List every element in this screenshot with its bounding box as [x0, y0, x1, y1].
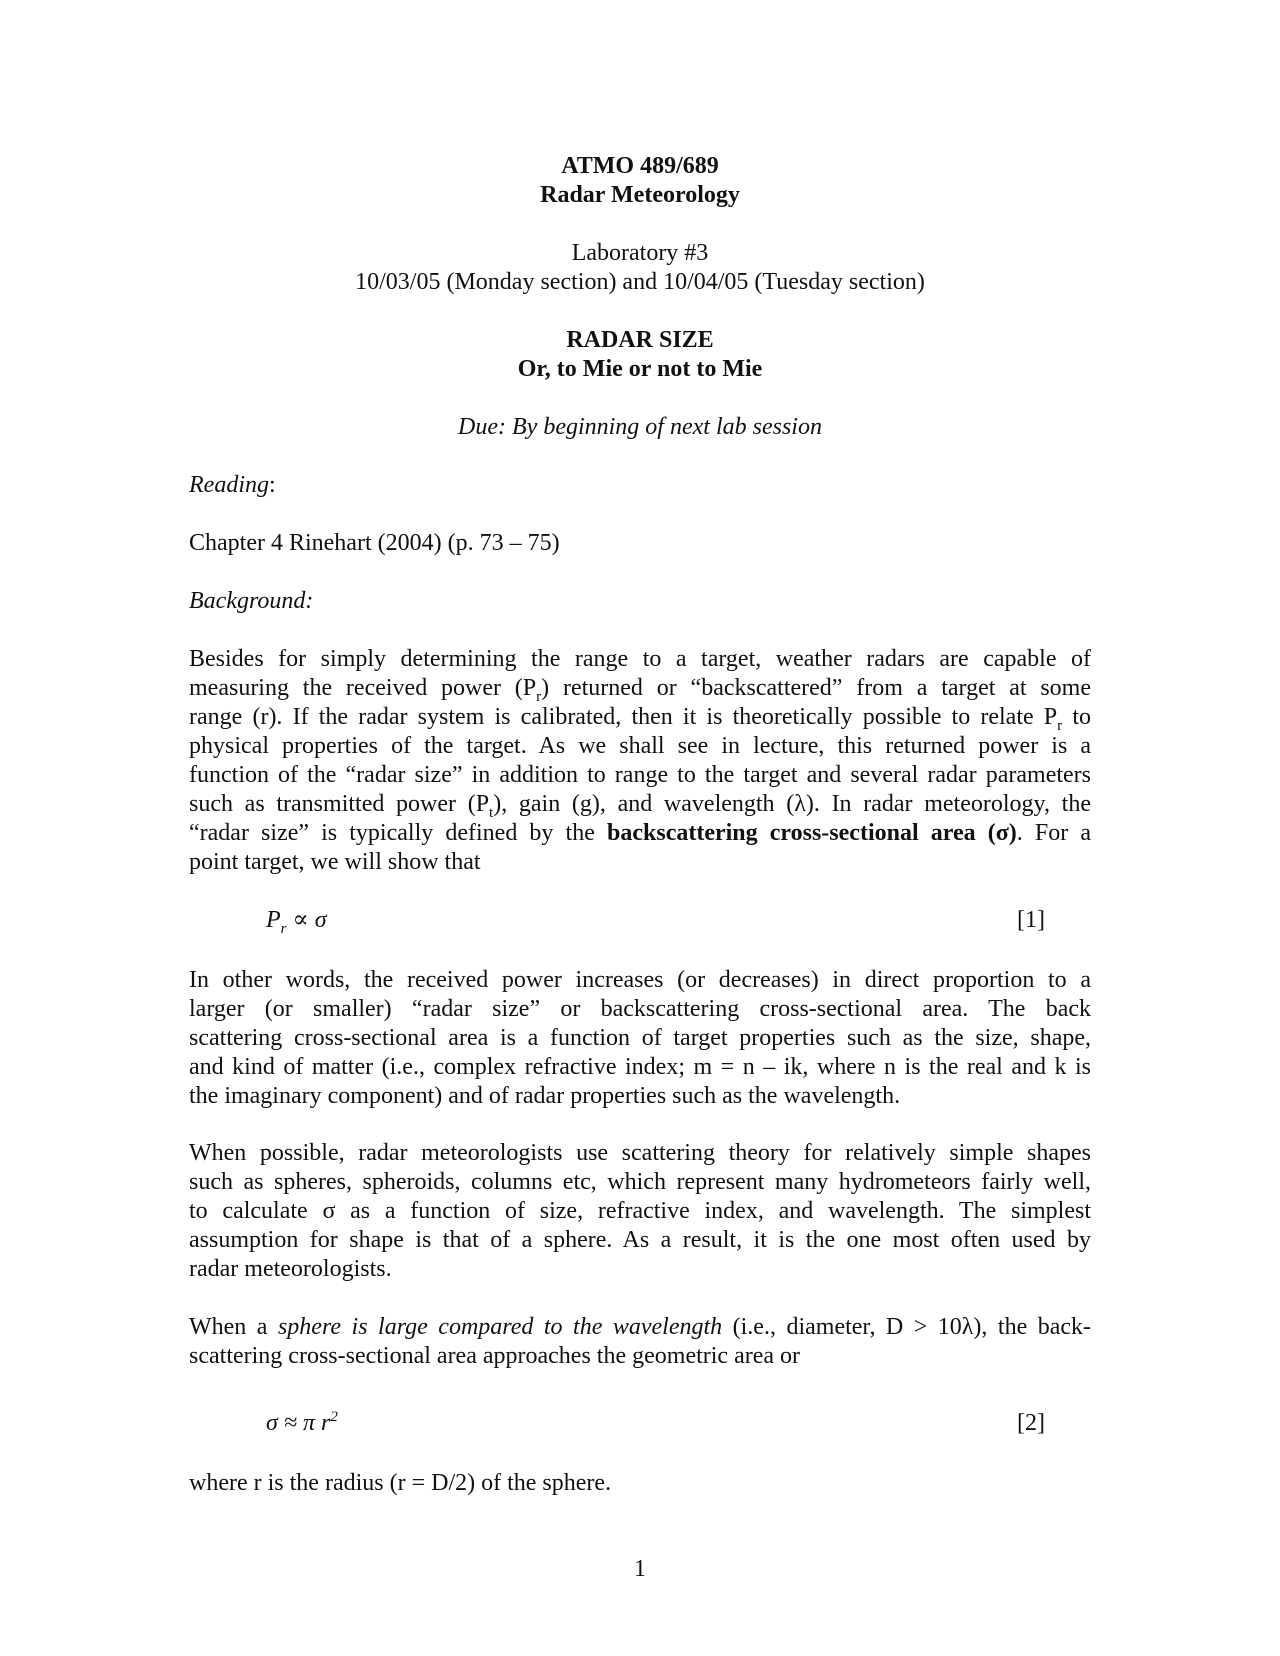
paragraph-line: physical properties of the target. As we shall see in lecture, this returned power is a	[189, 733, 1091, 759]
paragraph-line: point target, we will show that	[189, 849, 481, 875]
paragraph-line: the imaginary component) and of radar properties such as the wavelength.	[189, 1083, 901, 1109]
equation-2	[266, 1409, 338, 1438]
page-number: 1	[634, 1556, 646, 1582]
text-run: (i.e., diameter, D > 10λ), the back-	[722, 1314, 1092, 1340]
bold-term: backscattering cross-sectional area (σ)	[607, 820, 1017, 846]
paragraph-line: Besides for simply determining the range to a target, weather radars are capable of	[189, 646, 1091, 672]
paragraph-line	[189, 819, 1091, 848]
due-note: Due: By beginning of next lab session	[458, 414, 822, 440]
background-heading: Background:	[189, 588, 314, 614]
subscript: r	[1057, 717, 1063, 734]
course-subject: Radar Meteorology	[540, 182, 740, 208]
lab-title: RADAR SIZE	[566, 327, 714, 353]
subscript: r	[536, 688, 542, 705]
reading-colon: :	[268, 472, 276, 498]
paragraph-line	[189, 674, 1091, 703]
paragraph-large-sphere	[189, 1313, 1091, 1371]
equation-expression: σ ≈ π r	[266, 1410, 331, 1436]
text-run: such as transmitted power (P	[189, 791, 490, 817]
paragraph-line: When possible, radar meteorologists use scattering theory for relatively simple shapes	[189, 1140, 1091, 1166]
reading-label: Reading	[189, 472, 269, 498]
paragraph-line: assumption for shape is that of a sphere. As a result, it is the one most often used by	[189, 1227, 1091, 1253]
italic-phrase: sphere is large compared to the wavelength	[277, 1314, 723, 1340]
text-run: to	[1062, 704, 1091, 730]
paragraph-intro	[189, 645, 1091, 877]
text-run: range (r). If the radar system is calibrated, then it is theoretically possible to relate P	[189, 704, 1058, 730]
paragraph-line	[189, 703, 1091, 732]
paragraph-line: radar meteorologists.	[189, 1256, 392, 1282]
course-number: ATMO 489/689	[561, 153, 719, 179]
lab-number: Laboratory #3	[571, 240, 709, 266]
paragraph-received-power	[189, 966, 1091, 1111]
reading-heading	[189, 471, 1091, 500]
text-run: measuring the received power (P	[189, 675, 537, 701]
equation-rhs: ∝ σ	[286, 907, 327, 933]
equation-2-number: [2]	[1017, 1410, 1045, 1436]
paragraph-line: function of the “radar size” in addition to range to the target and several radar parameters	[189, 762, 1091, 788]
text-run: ), gain (g), and wavelength (λ). In radar meteorology, the	[493, 791, 1091, 817]
paragraph-line	[189, 790, 1091, 819]
paragraph-line: scattering cross-sectional area approaches the geometric area or	[189, 1343, 801, 1369]
paragraph-radius: where r is the radius (r = D/2) of the sphere.	[189, 1470, 612, 1496]
equation-subscript: r	[280, 920, 287, 937]
paragraph-scattering-theory	[189, 1139, 1091, 1284]
paragraph-line: scattering cross-sectional area is a function of target properties such as the size, shape,	[189, 1025, 1091, 1051]
text-run: . For a	[1016, 820, 1091, 846]
text-run: When a	[189, 1314, 278, 1340]
reading-text: Chapter 4 Rinehart (2004) (p. 73 – 75)	[189, 530, 560, 556]
equation-superscript: 2	[330, 1409, 338, 1425]
paragraph-line: In other words, the received power increases (or decreases) in direct proportion to a	[189, 967, 1091, 993]
equation-symbol: P	[266, 907, 281, 933]
subscript: t	[489, 804, 494, 821]
paragraph-line: and kind of matter (i.e., complex refractive index; m = n – ik, where n is the real and k is	[189, 1054, 1091, 1080]
lab-dates: 10/03/05 (Monday section) and 10/04/05 (Tuesday section)	[355, 269, 925, 295]
lab-subtitle: Or, to Mie or not to Mie	[517, 356, 763, 382]
equation-1	[266, 906, 327, 935]
paragraph-line: larger (or smaller) “radar size” or backscattering cross-sectional area. The back	[189, 996, 1091, 1022]
text-run: “radar size” is typically defined by the	[189, 820, 607, 846]
paragraph-line	[189, 1313, 1091, 1342]
equation-1-number: [1]	[1017, 907, 1045, 933]
text-run: ) returned or “backscattered” from a target at some	[541, 675, 1091, 701]
paragraph-line: such as spheres, spheroids, columns etc, which represent many hydrometeors fairly well,	[189, 1169, 1091, 1195]
paragraph-line: to calculate σ as a function of size, refractive index, and wavelength. The simplest	[189, 1198, 1091, 1224]
